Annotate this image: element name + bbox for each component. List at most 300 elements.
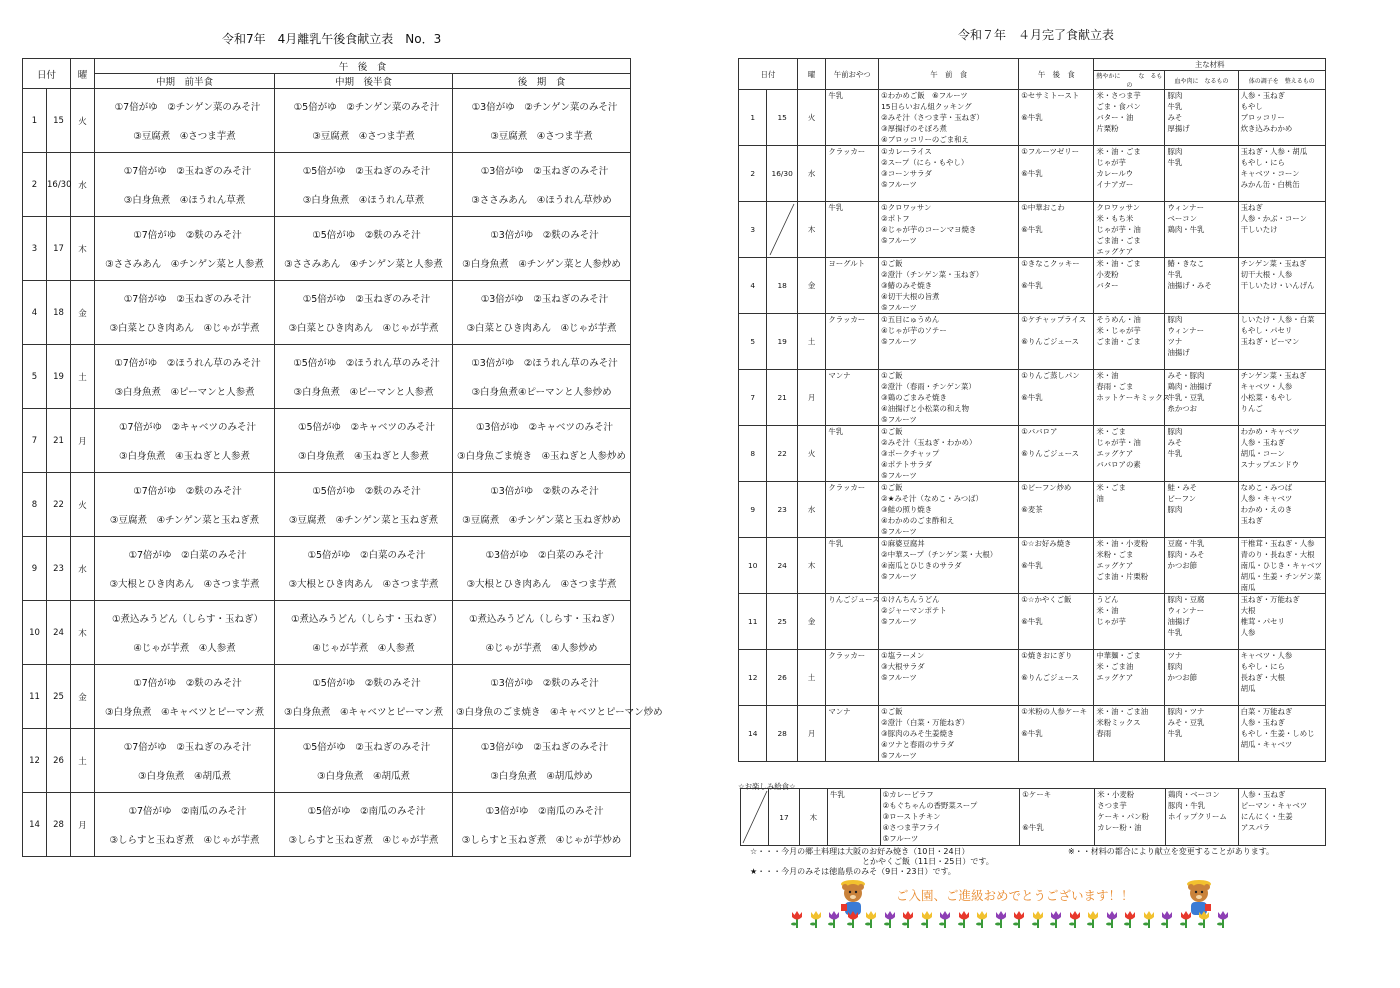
menu-row [23, 793, 631, 857]
cell-line: 胡瓜・生姜・チンゲン菜 [1240, 572, 1322, 581]
header-mid-first: 中期 前半食 [95, 74, 275, 89]
menu-row [739, 706, 1326, 762]
row-weekday: 月 [797, 370, 825, 426]
cell-line: もやし・パセリ [1240, 326, 1293, 335]
meal-lines [453, 153, 630, 216]
cell-line: ①米粉の人参ケーキ [1021, 707, 1087, 716]
meal-line: ③白身魚煮 ④キャベツとピーマン煮 [104, 707, 265, 719]
meal-line: ④じゃが芋煮 ④人参炒め [485, 643, 598, 655]
cell-line: アスパラ [1240, 823, 1271, 832]
cell-line: ⑥牛乳 [1021, 169, 1043, 178]
row-number: 9 [23, 537, 47, 601]
cell-line: カレー粉・油 [1097, 823, 1142, 832]
condition-cell [1238, 258, 1325, 314]
meal-line: ①5倍がゆ ②南瓜のみそ汁 [307, 805, 426, 817]
body-cell [1165, 90, 1238, 146]
tulip-icon [864, 910, 878, 928]
cell-lines [1096, 482, 1162, 504]
cell-lines [1241, 146, 1323, 190]
meal-line: ①7倍がゆ ②玉ねぎのみそ汁 [123, 293, 252, 305]
tulip-icon [994, 910, 1008, 928]
row-number: 7 [23, 409, 47, 473]
cell-lines [1167, 538, 1235, 571]
meal-line: ①3倍がゆ ②麩のみそ汁 [490, 485, 599, 497]
cell-line: ②みそ汁（さつま芋・玉ねぎ） [881, 113, 984, 122]
cell-lines [1167, 706, 1235, 739]
meal-line: ①7倍がゆ ②南瓜のみそ汁 [128, 805, 247, 817]
meal-line: ①7倍がゆ ②玉ねぎのみそ汁 [123, 165, 252, 177]
meal-cell-late [453, 665, 663, 729]
cell-lines [1167, 90, 1235, 134]
meal-line: ③しらすと玉ねぎ煮 ④じゃが芋煮 [288, 835, 439, 847]
cell-line: 鰆・きなこ [1167, 259, 1205, 268]
meal-cell-late [453, 409, 631, 473]
cell-line: 油揚げ・みそ [1167, 281, 1212, 290]
cell-line: 人参・キャベツ [1240, 494, 1293, 503]
cell-line [1021, 549, 1091, 560]
row-number: 11 [739, 594, 767, 650]
am-snack: ヨーグルト [828, 259, 866, 268]
cell-line: 人参・玉ねぎ [1240, 790, 1286, 799]
cell-line: ①ご飯 [881, 707, 903, 716]
special-lunch [880, 789, 1020, 846]
row-date: 23 [47, 537, 71, 601]
cell-line: ④さつま芋フライ [882, 823, 941, 832]
cell-line: ⑤フルーツ [881, 751, 917, 760]
row-number: 14 [23, 793, 47, 857]
meal-line: ①7倍がゆ ②白菜のみそ汁 [128, 549, 247, 561]
cell-lines [1021, 314, 1091, 347]
cell-line: 米・ごま [1096, 427, 1126, 436]
meal-lines [275, 601, 452, 664]
meal-line: ③白身魚煮 ④ほうれん草煮 [302, 195, 425, 207]
r-header-am-snack: 午前おやつ [826, 59, 879, 90]
special-slash-cell [741, 789, 769, 846]
meal-line: ①煮込みうどん（しらす・玉ねぎ） [469, 613, 621, 625]
cell-line: そうめん・油 [1096, 315, 1141, 324]
am-snack-cell [826, 146, 879, 202]
cell-line: ④じゃが芋のコーンマヨ焼き [881, 225, 977, 234]
body-cell [1165, 370, 1238, 426]
cell-line [1021, 493, 1091, 504]
tulip-icon [883, 910, 897, 928]
row-date: 16/30 [767, 146, 797, 202]
body-cell [1165, 258, 1238, 314]
cell-line: ⑤フルーツ [881, 180, 917, 189]
lunch-cell [879, 258, 1019, 314]
cell-line: チンゲン菜・玉ねぎ [1240, 371, 1307, 380]
row-weekday: 金 [797, 258, 825, 314]
cell-line: ⑤フルーツ [881, 471, 917, 480]
special-date: 17 [769, 789, 799, 846]
meal-line: ③大根とひき肉あん ④さつま芋煮 [288, 579, 439, 591]
cell-line: ②中華スープ（チンゲン菜・大根） [881, 550, 998, 559]
menu-row [23, 89, 631, 153]
cell-lines [1167, 650, 1235, 683]
am-snack: 牛乳 [828, 91, 844, 100]
cell-line: ⑥牛乳 [1021, 561, 1043, 570]
tulip-icon [1142, 910, 1156, 928]
meal-cell-mid2 [275, 409, 453, 473]
meal-lines [453, 89, 630, 152]
meal-line: ③ささみあん ④チンゲン菜と人参煮 [284, 259, 443, 271]
cell-line: 鮭・みそ [1167, 483, 1198, 492]
cell-line: ⑥牛乳 [1021, 225, 1043, 234]
cell-line: ①ケーキ [1022, 790, 1052, 799]
cell-line: ④じゃが芋のソテー [881, 326, 947, 335]
am-snack: クラッカー [828, 651, 866, 660]
am-snack-cell [826, 426, 879, 482]
cell-line: ②スープ（にら・もやし） [881, 158, 969, 167]
cell-line: ③鮭の照り焼き [881, 505, 933, 514]
cell-lines [881, 650, 1016, 683]
cell-line: りんご [1240, 404, 1263, 413]
meal-lines [275, 89, 452, 152]
cell-line: イナアガー [1096, 180, 1134, 189]
cell-line: みそ [1167, 438, 1183, 447]
cell-lines [1167, 146, 1235, 168]
cell-line: ④切干大根の旨煮 [881, 292, 940, 301]
cell-line: ⑤フルーツ [881, 303, 917, 312]
meal-lines [95, 153, 274, 216]
meal-line: ③白身魚煮 ④胡瓜煮 [137, 771, 232, 783]
cell-lines [1021, 594, 1091, 627]
row-weekday: 月 [797, 706, 825, 762]
lunch-cell [879, 650, 1019, 706]
cell-line: 大根 [1240, 606, 1256, 615]
meal-line: ①7倍がゆ ②ほうれん草のみそ汁 [114, 357, 261, 369]
cell-line: ③鰆のみそ焼き [881, 281, 933, 290]
cell-line: ①☆お好み焼き [1021, 539, 1072, 548]
meal-line: ③白身魚煮 ④胡瓜炒め [490, 771, 593, 783]
cell-line: ⑥りんごジュース [1021, 449, 1080, 458]
cell-line [1021, 325, 1091, 336]
am-snack-cell [826, 202, 879, 258]
meal-cell-mid1 [95, 281, 275, 345]
cell-lines [1096, 146, 1162, 190]
meal-line: ①3倍がゆ ②玉ねぎのみそ汁 [480, 165, 609, 177]
cell-line: ②みそ汁（玉ねぎ・わかめ） [881, 438, 977, 447]
cell-line: じゃが芋 [1096, 158, 1126, 167]
condition-cell [1238, 594, 1325, 650]
row-date: 25 [767, 594, 797, 650]
cell-line: ⑥牛乳 [1021, 729, 1043, 738]
meal-cell-late [453, 793, 631, 857]
cell-line: キャベツ・人参 [1240, 382, 1293, 391]
cell-line: ④油揚げと小松菜の和え物 [881, 404, 970, 413]
lunch-cell [879, 594, 1019, 650]
cell-lines [1021, 706, 1091, 739]
cell-line: ビーフン [1167, 494, 1197, 503]
tulip-icon [827, 910, 841, 928]
cell-line: ⑤フルーツ [882, 834, 919, 843]
tulip-icon [1012, 910, 1026, 928]
meal-line: ①5倍がゆ ②チンゲン菜のみそ汁 [293, 101, 440, 113]
tulip-icon [1086, 910, 1100, 928]
cell-line: 人参・かぶ・コーン [1240, 214, 1307, 223]
pm-snack-cell [1019, 594, 1094, 650]
pm-snack-cell [1019, 650, 1094, 706]
meal-line: ①7倍がゆ ②麩のみそ汁 [133, 485, 242, 497]
meal-line: ③白身魚煮 ④ほうれん草煮 [123, 195, 246, 207]
am-snack: クラッカー [828, 147, 866, 156]
meal-lines [453, 345, 630, 408]
energy-cell [1094, 538, 1165, 594]
row-weekday: 火 [71, 473, 95, 537]
row-date: 28 [767, 706, 797, 762]
cell-line: 長ねぎ・大根 [1240, 673, 1285, 682]
cell-line: ごま油・ごま [1096, 337, 1141, 346]
cell-line: 米・さつま芋 [1096, 91, 1141, 100]
cell-lines [1241, 538, 1323, 593]
lunch-cell [879, 426, 1019, 482]
am-snack-cell [826, 258, 879, 314]
cell-line: 鶏肉・油揚げ [1167, 382, 1212, 391]
row-number: 1 [23, 89, 47, 153]
cell-line: ①りんご蒸しパン [1021, 371, 1080, 380]
meal-line: ③白身魚ごま焼き ④玉ねぎと人参炒め [456, 451, 627, 463]
cell-line: ①フルーツゼリー [1021, 147, 1080, 156]
cell-lines [1167, 202, 1235, 235]
body-cell [1165, 594, 1238, 650]
row-weekday: 土 [71, 345, 95, 409]
cell-line: ②澄汁（白菜・万能ねぎ） [881, 718, 970, 727]
row-date: 22 [767, 426, 797, 482]
meal-cell-mid2 [275, 537, 453, 601]
tulip-decoration [790, 910, 1230, 930]
meal-cell-mid1 [95, 665, 275, 729]
cell-line: わかめ・えのき [1240, 505, 1293, 514]
row-weekday: 金 [797, 594, 825, 650]
menu-row [739, 650, 1326, 706]
am-snack-cell [826, 538, 879, 594]
pm-snack-cell [1019, 90, 1094, 146]
lunch-cell [879, 146, 1019, 202]
cell-lines [881, 538, 1016, 582]
am-snack-cell [826, 482, 879, 538]
row-weekday: 火 [71, 89, 95, 153]
cell-line: にんにく・生姜 [1240, 812, 1293, 821]
menu-row [23, 153, 631, 217]
row-number: 2 [23, 153, 47, 217]
meal-line: ③白菜とひき肉あん ④じゃが芋煮 [288, 323, 439, 335]
cell-line: ウィンナー [1167, 326, 1204, 335]
cell-line: 糸かつお [1167, 404, 1198, 413]
meal-line: ①3倍がゆ ②玉ねぎのみそ汁 [480, 293, 609, 305]
row-weekday: 水 [797, 482, 825, 538]
meal-cell-mid1 [95, 729, 275, 793]
cell-lines [1096, 706, 1162, 739]
cell-line: ①ババロア [1021, 427, 1058, 436]
cell-line: ①きなこクッキー [1021, 259, 1080, 268]
tulip-icon [975, 910, 989, 928]
cell-line: 米・油 [1096, 371, 1119, 380]
cell-line: 玉ねぎ [1240, 203, 1263, 212]
cell-lines [1096, 314, 1162, 347]
row-weekday: 月 [71, 409, 95, 473]
cell-lines [1167, 314, 1235, 358]
tulip-icon [1068, 910, 1082, 928]
meal-line: ①煮込みうどん（しらす・玉ねぎ） [112, 613, 264, 625]
cell-line: 南瓜 [1240, 583, 1256, 592]
note-miso: ★・・・今月のみそは徳島県のみそ（9日・23日）です。 [750, 867, 956, 876]
meal-line: ③大根とひき肉あん ④さつま芋煮 [466, 579, 617, 591]
special-pm [1020, 789, 1095, 846]
meal-line: ①5倍がゆ ②玉ねぎのみそ汁 [302, 165, 431, 177]
cell-line: キャベツ・コーン [1240, 169, 1300, 178]
row-date: 26 [767, 650, 797, 706]
row-date: 16/30 [47, 153, 71, 217]
meal-cell-late [453, 281, 631, 345]
meal-cell-mid1 [95, 153, 275, 217]
cell-line: ババロアの素 [1096, 460, 1141, 469]
am-snack: クラッカー [828, 315, 866, 324]
meal-lines [95, 793, 274, 856]
energy-cell [1094, 482, 1165, 538]
cell-line: エッグケア [1096, 561, 1134, 570]
cell-line [1021, 437, 1091, 448]
header-mid-second: 中期 後半食 [275, 74, 453, 89]
energy-cell [1094, 202, 1165, 258]
meal-lines [275, 281, 452, 344]
row-number: 14 [739, 706, 767, 762]
cell-line: さつま芋 [1097, 801, 1127, 810]
am-snack-cell [826, 90, 879, 146]
cell-line [1021, 101, 1091, 112]
meal-lines [453, 665, 663, 728]
am-snack-cell [826, 314, 879, 370]
meal-line: ③大根とひき肉あん ④さつま芋煮 [109, 579, 260, 591]
cell-line: ⑤フルーツ [881, 617, 917, 626]
row-weekday: 水 [71, 537, 95, 601]
cell-lines [1167, 594, 1235, 638]
cell-line: ⑤フルーツ [881, 415, 917, 424]
meal-line: ①3倍がゆ ②麩のみそ汁 [490, 677, 599, 689]
row-number: 11 [23, 665, 47, 729]
meal-line: ③白身魚煮 ④ピーマンと人参煮 [114, 387, 255, 399]
cell-lines [881, 426, 1016, 481]
meal-lines [95, 89, 274, 152]
meal-line: ③豆腐煮 ④さつま芋煮 [312, 131, 415, 143]
cell-line: 豚肉・牛乳 [1168, 801, 1205, 810]
menu-row [23, 345, 631, 409]
condition-cell [1238, 370, 1325, 426]
meal-line: ③豆腐煮 ④さつま芋煮 [490, 131, 593, 143]
menu-row [23, 601, 631, 665]
body-cell [1165, 650, 1238, 706]
cell-line: 人参・玉ねぎ [1240, 438, 1285, 447]
lunch-cell [879, 90, 1019, 146]
meal-cell-mid2 [275, 729, 453, 793]
row-date: 23 [767, 482, 797, 538]
cell-line: 椎茸・パセリ [1240, 617, 1285, 626]
cell-line: しいたけ・人参・白菜 [1240, 315, 1315, 324]
cell-line: もやし・にら [1240, 158, 1285, 167]
meal-line: ③ささみあん ④チンゲン菜と人参煮 [105, 259, 264, 271]
cell-line [1021, 157, 1091, 168]
cell-line: みそ [1167, 113, 1183, 122]
meal-lines [95, 601, 274, 664]
tulip-icon [1197, 910, 1211, 928]
body-cell [1165, 202, 1238, 258]
cell-line: ⑥牛乳 [1021, 617, 1043, 626]
cell-line: バター・油 [1096, 113, 1134, 122]
cell-line: ①カレーピラフ [882, 790, 934, 799]
cell-line: ⑥牛乳 [1021, 113, 1043, 122]
energy-cell [1094, 146, 1165, 202]
meal-lines [275, 409, 452, 472]
cell-line: ベーコン [1167, 214, 1198, 223]
cell-line: 小麦粉 [1096, 270, 1119, 279]
row-weekday: 火 [797, 90, 825, 146]
cell-line: ①わかめご飯 ⑥フルーツ [881, 91, 968, 100]
meal-cell-mid2 [275, 281, 453, 345]
header-date: 日付 [23, 59, 71, 89]
energy-cell [1094, 594, 1165, 650]
lunch-cell [879, 706, 1019, 762]
cell-lines [1241, 426, 1323, 470]
cell-line: 米・ごま油 [1096, 662, 1134, 671]
meal-lines [95, 537, 274, 600]
am-snack: 牛乳 [828, 203, 844, 212]
row-number: 4 [23, 281, 47, 345]
meal-cell-late [453, 89, 631, 153]
cell-line: 米・じゃが芋 [1096, 326, 1141, 335]
cell-lines [1096, 90, 1162, 134]
menu-row [739, 258, 1326, 314]
cell-lines [1241, 314, 1323, 347]
body-cell [1165, 538, 1238, 594]
cell-line: ④ポテトサラダ [881, 460, 933, 469]
r-header-energy: 熱やかに な るもの [1094, 71, 1165, 90]
cell-line: 牛乳・豆乳 [1167, 393, 1205, 402]
row-weekday: 水 [797, 146, 825, 202]
cell-line: 人参・玉ねぎ [1240, 91, 1285, 100]
row-date: 15 [767, 90, 797, 146]
meal-lines [453, 793, 630, 856]
r-header-lunch: 午 前 食 [879, 59, 1019, 90]
cell-line: 豚肉 [1167, 427, 1183, 436]
r-header-main-ingredients: 主な材料 [1094, 59, 1326, 71]
meal-line: ①5倍がゆ ②玉ねぎのみそ汁 [302, 293, 431, 305]
meal-cell-mid2 [275, 601, 453, 665]
tulip-icon [920, 910, 934, 928]
cell-line: ウィンナー [1167, 203, 1204, 212]
cell-line [1021, 213, 1091, 224]
meal-line: ③ささみあん ④ほうれん草炒め [471, 195, 612, 207]
cell-line: かつお節 [1167, 561, 1198, 570]
row-number: 10 [739, 538, 767, 594]
row-date: 28 [47, 793, 71, 857]
complete-meal-menu-table [738, 58, 1326, 762]
row-number: 3 [739, 202, 767, 258]
meal-lines [275, 217, 452, 280]
note-local-dish-2: とかやくご飯（11日・25日）です。 [862, 857, 994, 866]
cell-line: もやし・生姜・しめじ [1240, 729, 1315, 738]
cell-line: チンゲン菜・玉ねぎ [1240, 259, 1307, 268]
cell-line: 米粉・ごま [1096, 550, 1134, 559]
cell-line: 米・もち米 [1096, 214, 1134, 223]
menu-row [739, 314, 1326, 370]
energy-cell [1094, 90, 1165, 146]
am-snack-cell [826, 370, 879, 426]
cell-line: ④ツナと春雨のサラダ [881, 740, 955, 749]
cell-lines [881, 202, 1016, 246]
cell-line: 米・小麦粉 [1097, 790, 1135, 799]
row-date: 24 [47, 601, 71, 665]
cell-line: ③厚揚げのそぼろ煮 [881, 124, 947, 133]
cell-line: 南瓜・ひじき・キャベツ [1240, 561, 1322, 570]
